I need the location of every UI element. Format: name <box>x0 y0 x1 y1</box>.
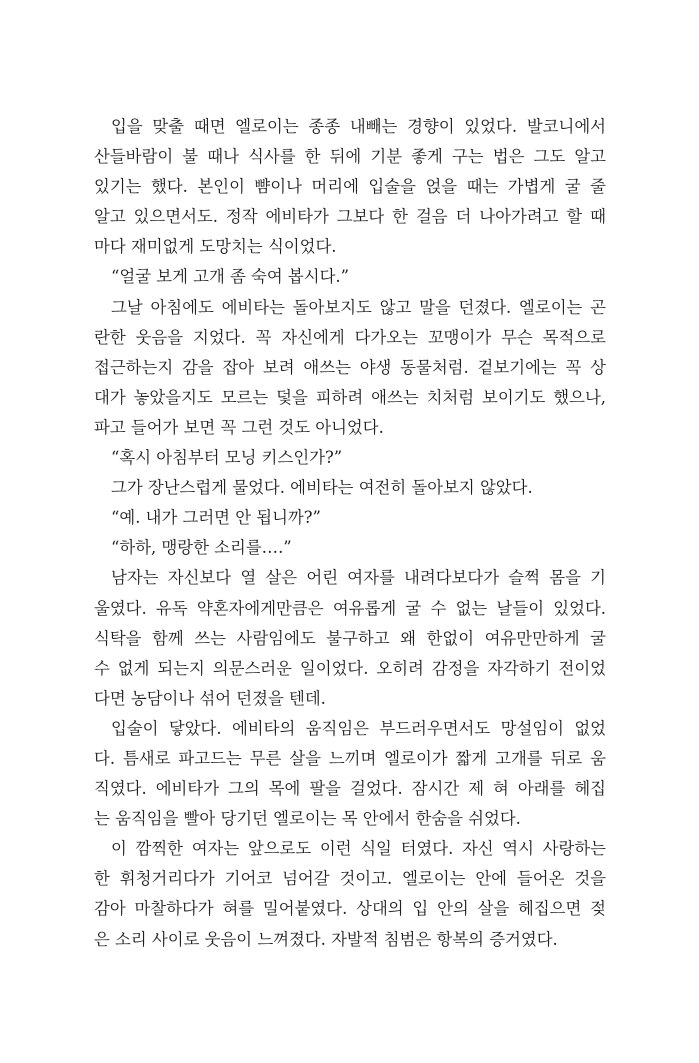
text-line: 울였다. 유독 약혼자에게만큼은 여유롭게 굴 수 없는 날들이 있었다. <box>94 598 606 618</box>
text-line: 다. 틈새로 파고드는 무른 살을 느끼며 엘로이가 짧게 고개를 뒤로 움 <box>94 748 606 768</box>
dialogue-line: “하하, 맹랑한 소리를….” <box>111 538 292 558</box>
text-line: 마다 재미없게 도망치는 식이었다. <box>94 237 337 257</box>
dialogue-line: “혹시 아침부터 모닝 키스인가?” <box>111 448 343 468</box>
text-line: 이 깜찍한 여자는 앞으로도 이런 식일 터였다. 자신 역시 사랑하는 <box>111 839 606 859</box>
text-line: 남자는 자신보다 열 살은 어린 여자를 내려다보다가 슬쩍 몸을 기 <box>111 568 606 588</box>
text-line: 대가 놓았을지도 모르는 덫을 피하려 애쓰는 치처럼 보이기도 했으나, <box>94 387 606 407</box>
text-line: 입을 맞출 때면 엘로이는 종종 내빼는 경향이 있었다. 발코니에서 <box>111 117 606 136</box>
text-line: 접근하는지 감을 잡아 보려 애쓰는 야생 동물처럼. 겉보기에는 꼭 상 <box>94 357 606 377</box>
text-line: 파고 들어가 보면 꼭 그런 것도 아니었다. <box>94 417 384 437</box>
text-line: 는 움직임을 빨아 당기던 엘로이는 목 안에서 한숨을 쉬었다. <box>94 809 521 829</box>
dialogue-line: “얼굴 보게 고개 좀 숙여 봅시다.” <box>111 267 350 287</box>
text-line: 그날 아침에도 에비타는 돌아보지도 않고 말을 던졌다. 엘로이는 곤 <box>111 297 606 317</box>
text-line: 직였다. 에비타가 그의 목에 팔을 걸었다. 잠시간 제 혀 아래를 헤집 <box>94 779 606 799</box>
dialogue-line: “예. 내가 그러면 안 됩니까?” <box>111 508 321 528</box>
text-line: 그가 장난스럽게 물었다. 에비타는 여전히 돌아보지 않았다. <box>111 478 533 498</box>
text-line: 은 소리 사이로 웃음이 느껴졌다. 자발적 침범은 항복의 증거였다. <box>94 929 558 949</box>
body-text <box>94 112 606 955</box>
text-line: 있기는 했다. 본인이 뺨이나 머리에 입술을 얹을 때는 가볍게 굴 줄 <box>94 177 606 197</box>
text-line: 감아 마찰하다가 혀를 밀어붙였다. 상대의 입 안의 살을 헤집으면 젖 <box>94 899 606 919</box>
text-line: 한 휘청거리다가 기어코 넘어갈 것이고. 엘로이는 안에 들어온 것을 <box>94 869 606 889</box>
text-line: 알고 있으면서도. 정작 에비타가 그보다 한 걸음 더 나아가려고 할 때 <box>94 207 606 227</box>
text-line: 입술이 닿았다. 에비타의 움직임은 부드러우면서도 망설임이 없었 <box>111 718 606 738</box>
text-line: 식탁을 함께 쓰는 사람임에도 불구하고 왜 한없이 여유만만하게 굴 <box>94 628 606 648</box>
text-line: 산들바람이 불 때나 식사를 한 뒤에 기분 좋게 구는 법은 그도 알고 <box>94 147 606 167</box>
text-line: 수 없게 되는지 의문스러운 일이었다. 오히려 감정을 자각하기 전이었 <box>94 658 606 678</box>
text-line: 다면 농담이나 섞어 던졌을 텐데. <box>94 688 326 708</box>
text-line: 란한 웃음을 지었다. 꼭 자신에게 다가오는 꼬맹이가 무슨 목적으로 <box>94 327 606 347</box>
